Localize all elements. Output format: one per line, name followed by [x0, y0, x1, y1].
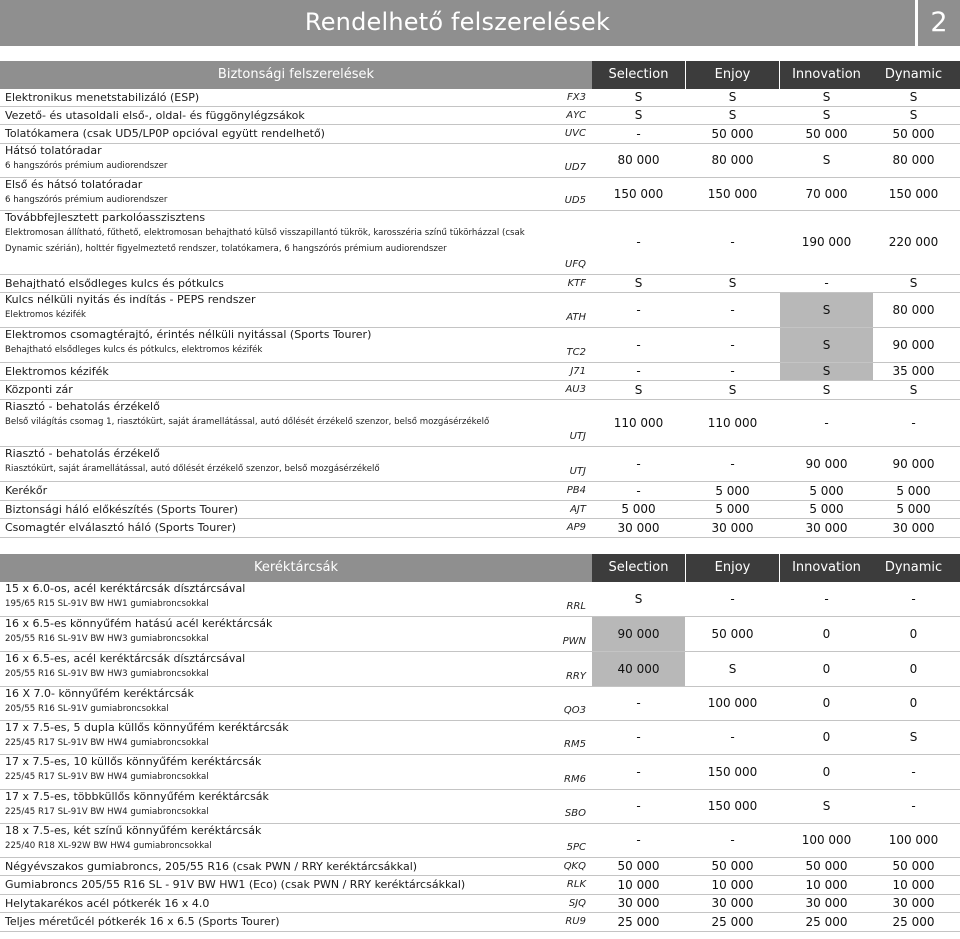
- price-cell-dynamic: 10 000: [892, 878, 935, 892]
- price-cell-enjoy: 30 000: [711, 896, 754, 910]
- price-cell-enjoy: S: [728, 108, 737, 122]
- price-cell-dynamic: 150 000: [888, 187, 939, 201]
- item-name: [5, 89, 565, 106]
- price-cell-enjoy: 50 000: [711, 127, 754, 141]
- item-title: 15 x 6.0-os, acél keréktárcsák dísztárcsával: [5, 582, 246, 595]
- item-name: [5, 275, 565, 292]
- item-title: Négyévszakos gumiabroncs, 205/55 R16 (csak PWN / RRY keréktárcsákkal): [5, 860, 418, 873]
- item-description: Belső világítás csomag 1, riasztókürt, saját áramellátással, autó dőlését érzékelő szenzor, belső mozgásérzékelő: [5, 417, 490, 427]
- price-cell-dynamic: 25 000: [892, 915, 935, 929]
- price-cell-innovation: S: [780, 363, 873, 380]
- item-name: [5, 144, 565, 175]
- table-row: [0, 178, 960, 211]
- table-row: [0, 790, 960, 824]
- table-row: [0, 895, 960, 913]
- item-name: [5, 876, 565, 894]
- item-name: [5, 687, 565, 718]
- column-header-enjoy: Enjoy: [686, 554, 779, 582]
- price-cell-selection: 5 000: [621, 502, 656, 516]
- price-cell-dynamic: S: [909, 108, 918, 122]
- item-title: Elektromos csomagtérajtó, érintés nélküli nyitással (Sports Tourer): [5, 328, 372, 341]
- item-description: Riasztókürt, saját áramellátással, autó dőlését érzékelő szenzor, belső mozgásérzékelő: [5, 464, 380, 474]
- price-cell-selection: -: [636, 303, 641, 317]
- item-title: Riasztó - behatolás érzékelő: [5, 400, 160, 413]
- price-cell-innovation: 30 000: [805, 896, 848, 910]
- wheels-section-title: Keréktárcsák: [0, 554, 592, 582]
- column-header-enjoy: Enjoy: [686, 61, 779, 89]
- item-description: Elektromosan állítható, fűthető, elektromosan behajtható külső visszapillantó tükrök, karosszéria színű tükörházzal (csak Dynamic szérián), holttér figyelmeztető rendszer, tolatókamera, 6 hangszórós prémium audiorendszer: [5, 228, 525, 254]
- table-row: [0, 755, 960, 790]
- item-title: Helytakarékos acél pótkerék 16 x 4.0: [5, 897, 210, 910]
- wheels-section: [0, 554, 960, 932]
- price-cell-selection: -: [636, 127, 641, 141]
- item-name: [5, 328, 565, 359]
- price-cell-innovation: 0: [822, 627, 831, 641]
- table-row: [0, 721, 960, 755]
- price-cell-innovation: S: [822, 108, 831, 122]
- price-cell-dynamic: 100 000: [888, 833, 939, 847]
- item-code: SJQ: [568, 898, 586, 909]
- item-name: [5, 858, 565, 875]
- item-name: [5, 482, 565, 500]
- price-cell-dynamic: 220 000: [888, 235, 939, 249]
- item-description: 6 hangszórós prémium audiorendszer: [5, 161, 168, 171]
- price-cell-dynamic: -: [911, 416, 916, 430]
- wheels-section-header: [0, 554, 960, 582]
- price-cell-dynamic: 50 000: [892, 859, 935, 873]
- item-name: [5, 582, 565, 613]
- item-title: Tolatókamera (csak UD5/LP0P opcióval együtt rendelhető): [5, 127, 325, 140]
- item-code: UVC: [564, 128, 586, 139]
- price-cell-innovation: 90 000: [805, 457, 848, 471]
- table-row: [0, 824, 960, 858]
- price-cell-selection: 40 000: [592, 652, 685, 686]
- column-header-selection: Selection: [592, 61, 685, 89]
- price-cell-enjoy: 100 000: [707, 696, 758, 710]
- item-code: AJT: [570, 504, 586, 515]
- price-cell-enjoy: S: [728, 383, 737, 397]
- item-description: 225/40 R18 XL-92W BW HW4 gumiabroncsokkal: [5, 841, 212, 851]
- item-description: 225/45 R17 SL-91V BW HW4 gumiabroncsokkal: [5, 738, 209, 748]
- price-cell-innovation: 70 000: [805, 187, 848, 201]
- price-cell-dynamic: 35 000: [892, 364, 935, 378]
- item-title: 18 x 7.5-es, két színű könnyűfém keréktárcsák: [5, 824, 262, 837]
- price-cell-innovation: S: [780, 328, 873, 362]
- item-code: AU3: [565, 384, 586, 395]
- price-cell-dynamic: 80 000: [892, 303, 935, 317]
- item-code: FX3: [567, 92, 586, 103]
- item-name: [5, 721, 565, 752]
- price-cell-dynamic: 80 000: [892, 153, 935, 167]
- item-title: Riasztó - behatolás érzékelő: [5, 447, 160, 460]
- item-name: [5, 501, 565, 518]
- item-description: Elektromos kézifék: [5, 310, 87, 320]
- item-title: 17 x 7.5-es, 5 dupla küllős könnyűfém keréktárcsák: [5, 721, 289, 734]
- price-cell-enjoy: -: [730, 457, 735, 471]
- price-cell-innovation: S: [780, 293, 873, 327]
- price-cell-enjoy: -: [730, 235, 735, 249]
- item-code: QO3: [563, 705, 586, 716]
- item-description: 225/45 R17 SL-91V BW HW4 gumiabroncsokkal: [5, 772, 209, 782]
- item-name: [5, 293, 565, 324]
- item-code: J71: [570, 366, 586, 377]
- table-row: [0, 363, 960, 381]
- price-cell-enjoy: -: [730, 364, 735, 378]
- price-cell-dynamic: -: [911, 799, 916, 813]
- item-code: RLK: [566, 879, 586, 890]
- table-row: [0, 144, 960, 178]
- price-cell-innovation: 10 000: [805, 878, 848, 892]
- price-cell-innovation: 100 000: [801, 833, 852, 847]
- item-code: UTJ: [569, 466, 586, 477]
- price-cell-dynamic: -: [911, 765, 916, 779]
- item-name: [5, 211, 525, 257]
- price-cell-selection: 30 000: [617, 521, 660, 535]
- price-cell-enjoy: S: [728, 662, 737, 676]
- item-title: 17 x 7.5-es, többküllős könnyűfém keréktárcsák: [5, 790, 269, 803]
- price-cell-dynamic: -: [911, 592, 916, 606]
- table-row: [0, 617, 960, 652]
- price-cell-selection: S: [634, 276, 643, 290]
- price-cell-selection: 150 000: [613, 187, 664, 201]
- table-row: [0, 328, 960, 363]
- price-cell-selection: -: [636, 457, 641, 471]
- item-code: TC2: [566, 347, 586, 358]
- price-cell-dynamic: 5 000: [896, 502, 931, 516]
- item-name: [5, 790, 565, 821]
- price-cell-enjoy: S: [728, 90, 737, 104]
- item-code: UTJ: [569, 431, 586, 442]
- price-cell-dynamic: 30 000: [892, 896, 935, 910]
- item-description: 205/55 R16 SL-91V BW HW3 gumiabroncsokkal: [5, 634, 209, 644]
- price-cell-innovation: 0: [822, 730, 831, 744]
- price-cell-innovation: 190 000: [801, 235, 852, 249]
- price-cell-innovation: 5 000: [809, 502, 844, 516]
- table-row: [0, 913, 960, 932]
- price-cell-enjoy: -: [730, 303, 735, 317]
- price-cell-enjoy: 80 000: [711, 153, 754, 167]
- price-cell-innovation: S: [822, 153, 831, 167]
- price-cell-selection: 80 000: [617, 153, 660, 167]
- price-cell-selection: -: [636, 833, 641, 847]
- price-cell-innovation: -: [824, 276, 829, 290]
- table-row: [0, 582, 960, 617]
- page-title: Rendelhető felszerelések: [304, 8, 611, 36]
- price-cell-enjoy: 5 000: [715, 484, 750, 498]
- price-cell-enjoy: -: [730, 833, 735, 847]
- item-code: AP9: [566, 522, 586, 533]
- page-header: [0, 0, 960, 46]
- price-cell-dynamic: 90 000: [892, 457, 935, 471]
- table-row: [0, 89, 960, 107]
- price-cell-innovation: 30 000: [805, 521, 848, 535]
- price-cell-innovation: S: [822, 90, 831, 104]
- item-title: Biztonsági háló előkészítés (Sports Tourer): [5, 503, 239, 516]
- item-code: UD5: [564, 195, 586, 206]
- item-code: RM5: [564, 739, 586, 750]
- column-header-innovation: Innovation: [780, 554, 873, 582]
- item-name: [5, 107, 565, 124]
- price-cell-innovation: 50 000: [805, 859, 848, 873]
- item-description: Behajtható elsődleges kulcs és pótkulcs, elektromos kézifék: [5, 345, 263, 355]
- item-title: Kulcs nélküli nyitás és indítás - PEPS rendszer: [5, 293, 256, 306]
- item-name: [5, 400, 565, 431]
- item-description: 6 hangszórós prémium audiorendszer: [5, 195, 168, 205]
- table-row: [0, 482, 960, 501]
- price-cell-innovation: 0: [822, 696, 831, 710]
- table-row: [0, 381, 960, 400]
- item-code: ATH: [566, 312, 586, 323]
- item-code: PB4: [566, 485, 586, 496]
- table-row: [0, 519, 960, 538]
- price-cell-dynamic: 30 000: [892, 521, 935, 535]
- item-name: [5, 363, 565, 380]
- price-cell-selection: -: [636, 730, 641, 744]
- wheels-rows: [0, 582, 960, 932]
- item-name: [5, 617, 565, 648]
- item-name: [5, 755, 565, 786]
- item-code: SBO: [564, 808, 586, 819]
- item-title: Vezető- és utasoldali első-, oldal- és függönylégzsákok: [5, 109, 305, 122]
- item-name: [5, 895, 565, 912]
- price-cell-selection: -: [636, 484, 641, 498]
- table-row: [0, 876, 960, 895]
- item-description: 195/65 R15 SL-91V BW HW1 gumiabroncsokkal: [5, 599, 209, 609]
- price-cell-innovation: 25 000: [805, 915, 848, 929]
- column-header-dynamic: Dynamic: [867, 554, 960, 582]
- price-cell-selection: 50 000: [617, 859, 660, 873]
- price-cell-enjoy: 50 000: [711, 627, 754, 641]
- item-title: 17 x 7.5-es, 10 küllős könnyűfém keréktárcsák: [5, 755, 262, 768]
- price-cell-dynamic: 90 000: [892, 338, 935, 352]
- price-cell-dynamic: S: [909, 383, 918, 397]
- table-row: [0, 293, 960, 328]
- price-cell-dynamic: 0: [909, 662, 918, 676]
- table-row: [0, 447, 960, 482]
- item-title: Hátsó tolatóradar: [5, 144, 102, 157]
- price-cell-selection: S: [634, 592, 643, 606]
- price-cell-selection: 25 000: [617, 915, 660, 929]
- item-title: Teljes méretűcél pótkerék 16 x 6.5 (Sports Tourer): [5, 915, 280, 928]
- price-cell-enjoy: 150 000: [707, 799, 758, 813]
- price-cell-dynamic: 0: [909, 696, 918, 710]
- price-cell-innovation: S: [822, 383, 831, 397]
- price-cell-dynamic: 5 000: [896, 484, 931, 498]
- item-description: 225/45 R17 SL-91V BW HW4 gumiabroncsokkal: [5, 807, 209, 817]
- item-title: Elektronikus menetstabilizáló (ESP): [5, 91, 200, 104]
- page-number: 2: [918, 0, 960, 46]
- price-cell-innovation: 0: [822, 662, 831, 676]
- item-name: [5, 381, 565, 399]
- item-title: Gumiabroncs 205/55 R16 SL - 91V BW HW1 (Eco) (csak PWN / RRY keréktárcsákkal): [5, 878, 466, 891]
- safety-rows: [0, 89, 960, 538]
- item-title: Csomagtér elválasztó háló (Sports Tourer): [5, 521, 237, 534]
- item-code: 5PC: [566, 842, 586, 853]
- price-cell-selection: -: [636, 696, 641, 710]
- price-cell-dynamic: S: [909, 730, 918, 744]
- price-cell-enjoy: 5 000: [715, 502, 750, 516]
- price-cell-selection: -: [636, 235, 641, 249]
- price-cell-selection: -: [636, 799, 641, 813]
- item-code: RRY: [565, 671, 586, 682]
- item-name: [5, 447, 565, 478]
- price-cell-dynamic: 50 000: [892, 127, 935, 141]
- price-cell-enjoy: -: [730, 592, 735, 606]
- item-title: Továbbfejlesztett parkolóasszisztens: [5, 211, 206, 224]
- price-cell-selection: 90 000: [592, 617, 685, 651]
- column-header-dynamic: Dynamic: [867, 61, 960, 89]
- item-title: Központi zár: [5, 383, 73, 396]
- price-cell-innovation: -: [824, 416, 829, 430]
- price-cell-selection: -: [636, 338, 641, 352]
- table-row: [0, 211, 960, 275]
- item-title: Elektromos kézifék: [5, 365, 109, 378]
- item-name: [5, 178, 565, 209]
- price-cell-enjoy: -: [730, 730, 735, 744]
- item-code: AYC: [566, 110, 586, 121]
- item-name: [5, 913, 565, 931]
- table-row: [0, 858, 960, 876]
- item-name: [5, 519, 565, 537]
- item-code: UFQ: [565, 259, 586, 270]
- safety-equipment-section: [0, 61, 960, 538]
- item-description: 205/55 R16 SL-91V gumiabroncsokkal: [5, 704, 169, 714]
- price-cell-innovation: -: [824, 592, 829, 606]
- item-title: 16 X 7.0- könnyűfém keréktárcsák: [5, 687, 194, 700]
- table-row: [0, 400, 960, 447]
- table-row: [0, 501, 960, 519]
- price-cell-enjoy: 30 000: [711, 521, 754, 535]
- item-code: RRL: [566, 601, 586, 612]
- price-cell-enjoy: 50 000: [711, 859, 754, 873]
- safety-section-title: Biztonsági felszerelések: [0, 61, 592, 89]
- price-cell-selection: -: [636, 364, 641, 378]
- price-cell-enjoy: 110 000: [707, 416, 758, 430]
- item-code: KTF: [567, 278, 586, 289]
- item-code: RU9: [565, 916, 586, 927]
- price-cell-enjoy: S: [728, 276, 737, 290]
- price-cell-dynamic: S: [909, 276, 918, 290]
- price-cell-enjoy: 150 000: [707, 187, 758, 201]
- item-code: QKQ: [563, 861, 586, 872]
- price-cell-enjoy: 10 000: [711, 878, 754, 892]
- price-cell-innovation: 5 000: [809, 484, 844, 498]
- price-cell-selection: S: [634, 108, 643, 122]
- item-title: 16 x 6.5-es, acél keréktárcsák dísztárcsával: [5, 652, 246, 665]
- table-row: [0, 275, 960, 293]
- table-row: [0, 652, 960, 687]
- table-row: [0, 687, 960, 721]
- price-cell-selection: -: [636, 765, 641, 779]
- item-name: [5, 824, 565, 855]
- item-code: RM6: [564, 774, 586, 785]
- table-row: [0, 107, 960, 125]
- price-cell-selection: S: [634, 383, 643, 397]
- price-cell-selection: S: [634, 90, 643, 104]
- item-description: 205/55 R16 SL-91V BW HW3 gumiabroncsokkal: [5, 669, 209, 679]
- price-cell-selection: 10 000: [617, 878, 660, 892]
- price-cell-selection: 110 000: [613, 416, 664, 430]
- item-title: Kerékőr: [5, 484, 48, 497]
- column-header-innovation: Innovation: [780, 61, 873, 89]
- item-code: UD7: [564, 162, 586, 173]
- price-cell-innovation: 50 000: [805, 127, 848, 141]
- column-header-selection: Selection: [592, 554, 685, 582]
- item-code: PWN: [562, 636, 586, 647]
- item-name: [5, 125, 565, 143]
- table-row: [0, 125, 960, 144]
- price-cell-selection: 30 000: [617, 896, 660, 910]
- item-title: Behajtható elsődleges kulcs és pótkulcs: [5, 277, 224, 290]
- safety-section-header: [0, 61, 960, 89]
- price-cell-dynamic: 0: [909, 627, 918, 641]
- item-title: Első és hátsó tolatóradar: [5, 178, 143, 191]
- price-cell-enjoy: 150 000: [707, 765, 758, 779]
- price-cell-innovation: 0: [822, 765, 831, 779]
- price-cell-dynamic: S: [909, 90, 918, 104]
- item-name: [5, 652, 565, 683]
- price-cell-innovation: S: [822, 799, 831, 813]
- item-title: 16 x 6.5-es könnyűfém hatású acél keréktárcsák: [5, 617, 273, 630]
- price-cell-enjoy: -: [730, 338, 735, 352]
- price-cell-enjoy: 25 000: [711, 915, 754, 929]
